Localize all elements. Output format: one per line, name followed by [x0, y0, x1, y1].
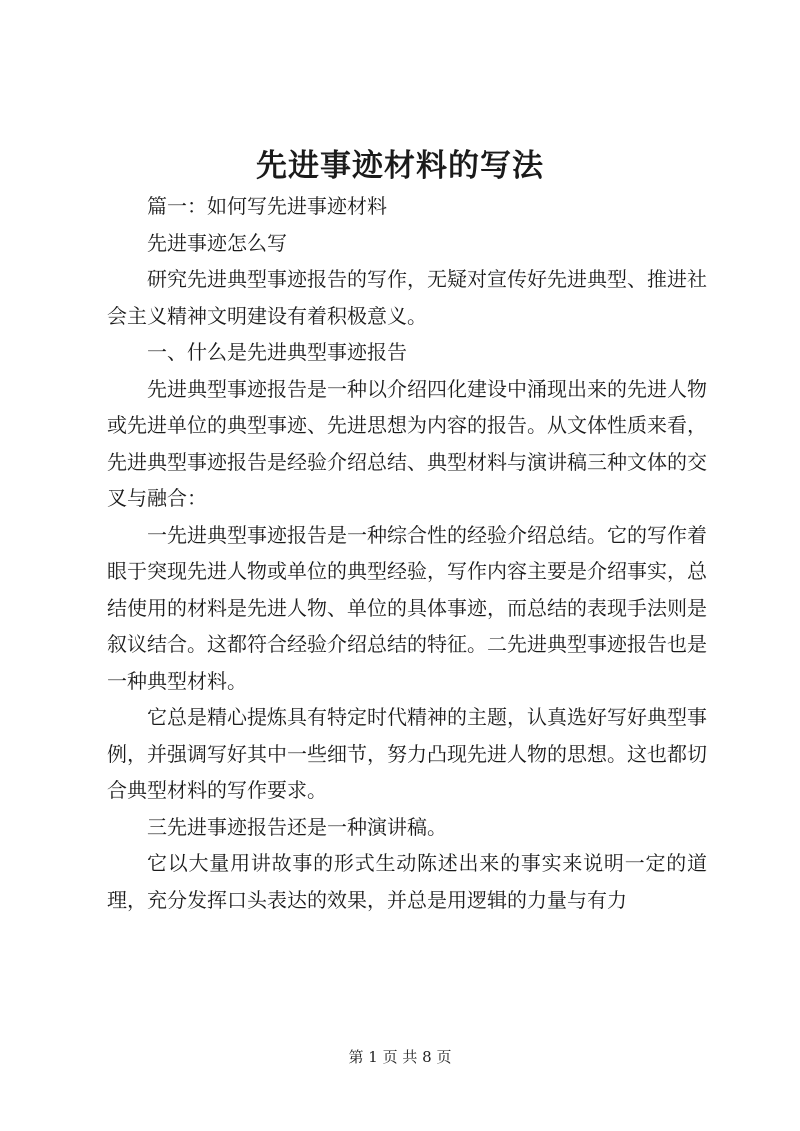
paragraph-6: 一先进典型事迹报告是一种综合性的经验介绍总结。它的写作着眼于突现先进人物或单位的典型经验，写作内容主要是介绍事实，总结使用的材料是先进人物、单位的具体事迹，而总结的表现手法则是叙议结合。这都符合经验介绍总结的特征。二先进典型事迹报告也是一种典型材料。 — [107, 522, 707, 693]
paragraph-4: 一、什么是先进典型事迹报告 — [147, 340, 407, 364]
paragraph-7: 它总是精心提炼具有特定时代精神的主题，认真选好写好典型事例，并强调写好其中一些细节，努力凸现先进人物的思想。这也都切合典型材料的写作要求。 — [107, 705, 707, 802]
paragraph-5: 先进典型事迹报告是一种以介绍四化建设中涌现出来的先进人物或先进单位的典型事迹、先进思想为内容的报告。从文体性质来看，先进典型事迹报告是经验介绍总结、典型材料与演讲稿三种文体的交叉与融合： — [107, 376, 707, 510]
document-body — [107, 188, 707, 918]
paragraph-8: 三先进事迹报告还是一种演讲稿。 — [147, 814, 447, 839]
paragraph-9: 它以大量用讲故事的形式生动陈述出来的事实来说明一定的道理，充分发挥口头表达的效果，并总是用逻辑的力量与有力 — [107, 851, 707, 912]
paragraph-2: 先进事迹怎么写 — [147, 230, 287, 255]
page-footer: 第 1 页 共 8 页 — [348, 1048, 452, 1066]
document-title: 先进事迹材料的写法 — [256, 148, 544, 184]
paragraph-3: 研究先进典型事迹报告的写作，无疑对宣传好先进典型、推进社会主义精神文明建设有着积极意义。 — [107, 267, 707, 328]
paragraph-1: 篇一：如何写先进事迹材料 — [147, 194, 387, 218]
